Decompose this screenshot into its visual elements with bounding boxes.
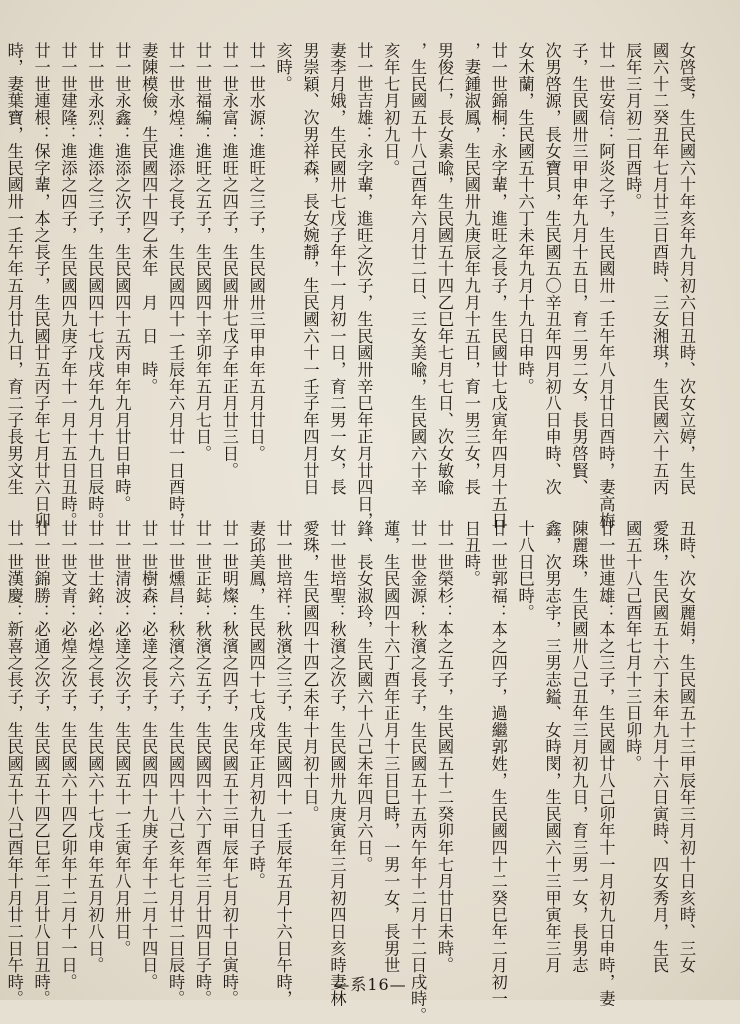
text-column: 廿一世永烈：進添之三子，生民國四十七戊戌年九月十九日辰時。	[85, 42, 105, 530]
text-column: 廿一世正鋕：秋濱之五子，生民國四十六丁酉年三月廿四日子時。	[192, 520, 212, 1008]
text-column: 廿一世錦勝：必通之次子，生民國五十四乙巳年二月廿八日丑時。	[31, 520, 51, 1008]
text-column: 廿一世郭福：本之四子，過繼郭姓，生民國四十二癸巳年二月初一	[488, 520, 508, 1008]
text-column: 廿一世培聖：秋濱之次子，生民國卅九庚寅年三月初四日亥時妻林	[327, 520, 347, 1008]
text-column: 廿一世連雄：本之三子，生民國廿八己卯年十一月初九日申時，妻	[596, 520, 616, 1008]
text-column: 廿一世榮杉：本之五子，生民國五十二癸卯年七月廿日未時。	[434, 520, 454, 974]
text-column: 廿一世永富：進旺之四子，生民國卅七戊子年正月廿三日。	[219, 42, 239, 479]
text-column: 廿一世連根：保字輩，本之長子，生民國廿五丙子年七月廿六日卯	[31, 42, 51, 530]
text-column: 國六十二癸丑年七月廿三日酉時、三女湘琪，生民國六十五丙	[650, 42, 670, 496]
text-column: 廿一世永煌：進添之長子，生民國四十一壬辰年六月廿一日酉時，	[166, 42, 186, 530]
text-column: ，生民國五十八己酉年六月廿二日、三女美喩，生民國六十辛	[408, 42, 428, 496]
text-column: 廿一世錦桐：永字輩，進旺之長子，生民國廿七戊寅年四月十五日	[488, 42, 508, 530]
text-column: 廿一世水源：進旺之三子，生民國卅三甲申年五月廿日。	[246, 42, 266, 462]
text-column: 廿一世永鑫：進添之次子，生民國四十五丙申年九月廿日申時。	[112, 42, 132, 513]
text-column: 鑫，次男志宇，三男志鎰、女時閔，生民國六十三甲寅年三月	[542, 520, 562, 974]
text-column: 亥年七月初九日。	[381, 42, 401, 177]
text-column: 愛珠，生民國四十四乙未年十月初十日。	[300, 520, 320, 823]
text-column: 蓮，生民國四十六丁酉年正月十三日巳時，一男一女，長男世	[381, 520, 401, 974]
text-column: 妻邱美鳳，生民國四十七戊戌年正月初九日子時。	[246, 520, 266, 890]
text-column: 時，妻葉寶，生民國卅一壬午年五月廿九日，育二子長男文生	[4, 42, 24, 496]
text-column: 男崇穎、次男祥森，長女婉靜，生民國六十一壬子年四月廿日	[300, 42, 320, 496]
text-column: 廿一世明燦：秋濱之四子，生民國五十三甲辰年七月初十日寅時。	[219, 520, 239, 1008]
upper-text-block	[4, 42, 696, 530]
text-column: 廿一世福編：進旺之五子，生民國四十辛卯年五月七日。	[192, 42, 212, 462]
text-column: 次男啓源，長女寶貝，生民國五〇辛丑年四月初八日申時、次	[542, 42, 562, 496]
text-column: 子，生民國卅三甲申年九月十五日，育二男二女，長男啓賢、	[569, 42, 589, 496]
text-column: 女啓雯，生民國六十年亥年九月初六日丑時、次女立婷，生民	[677, 42, 696, 496]
section-divider	[40, 505, 700, 506]
text-column: 廿一世文青：必煌之次子，生民國六十四乙卯年十二月十一日。	[58, 520, 78, 991]
text-column: 丑時、次女麗娟，生民國五十三甲辰年三月初十日亥時、三女	[677, 520, 696, 974]
text-column: 女木蘭，生民國五十六丁未年九月十九日申時。	[515, 42, 535, 395]
text-column: 廿一世燻昌：秋濱之六子，生民國四十八己亥年七月廿二日辰時。	[166, 520, 186, 1008]
text-column: 辰年三月初二日酉時。	[623, 42, 643, 210]
text-column: 廿一世漢慶：新喜之長子，生民國五十八己酉年十月廿二日午時。	[4, 520, 24, 1008]
text-column: 十八日巳時。	[515, 520, 535, 621]
page-number: —系16—	[333, 975, 407, 994]
text-column: 廿一世培祥：秋濱之三子，生民國四十一壬辰年五月十六日午時，	[273, 520, 293, 1008]
text-column: 廿一世清波：必達之次子，生民國五十一壬寅年八月卅日。	[112, 520, 132, 957]
text-column: ，妻鍾淑鳳，生民國卅九庚辰年九月十五日，育一男三女，長	[461, 42, 481, 496]
text-column: 妻陳模儉，生民國四十四乙未年 月 日 時。	[139, 42, 159, 395]
text-column: 廿一世建隆：進添之四子，生民國四九庚子年十一月十五日丑時。	[58, 42, 78, 530]
text-column: 亥時。	[273, 42, 293, 93]
text-column: 愛珠，生民國五十六丁未年九月十六日寅時、四女秀月，生民	[650, 520, 670, 974]
text-column: 廿一世金源：秋濱之長子，生民國五十五丙午年十二月十二日戌時。	[408, 520, 428, 1024]
text-column: 廿一世士銘：必煌之長子，生民國六十七戊申年五月初八日。	[85, 520, 105, 974]
text-column: 國五十八己酉年七月十三日卯時。	[623, 520, 643, 772]
text-column: 男俊仁，長女素喩，生民國五十四乙巳年七月七日、次女敏喩	[434, 42, 454, 496]
text-column: 廿一世吉雄：永字輩，進旺之次子，生民國卅辛巳年正月廿四日，	[354, 42, 374, 530]
text-column: 妻李月娥，生民國卅七戊子年十一月初一日，育二男一女，長	[327, 42, 347, 496]
text-column: 廿一世樹森：必達之長子，生民國四十九庚子年十二月十四日。	[139, 520, 159, 991]
text-column: 鋒、長女淑玲，生民國六十八己未年四月六日。	[354, 520, 374, 873]
text-column: 陳麗珠，生民國卅八己丑年三月初九日，育三男一女，長男志	[569, 520, 589, 974]
text-column: 日丑時。	[461, 520, 481, 588]
text-column: 廿一世安信：阿炎之子，生民國卅一壬午年八月廿日酉時，妻高梅	[596, 42, 616, 530]
